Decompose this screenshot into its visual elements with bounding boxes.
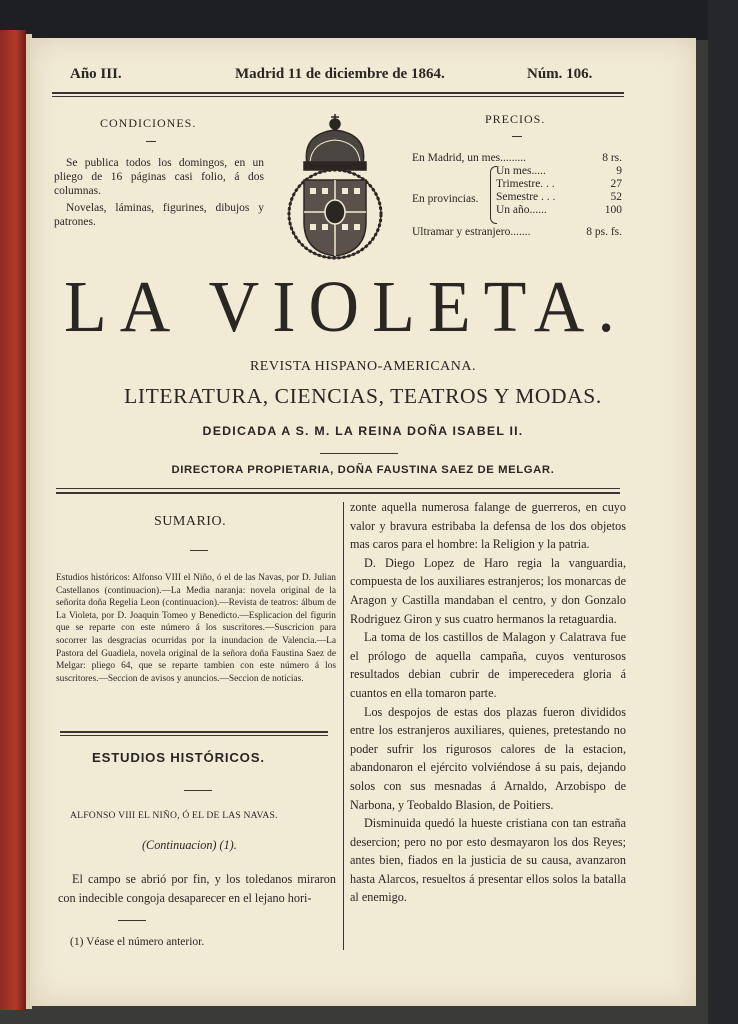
paragraph: zonte aquella numerosa falange de guerreros, en cuyo valor y bravura estribaba la defensa de los dos objetos mas caros para el hombre: la Religion y la patria. xyxy=(350,500,626,552)
price-row-value: 27 xyxy=(610,178,622,190)
price-ultramar xyxy=(412,226,622,239)
article-footnote: (1) Véase el número anterior. xyxy=(70,936,205,948)
price-madrid-value: 8 rs. xyxy=(602,152,622,164)
summary-text: Estudios históricos: Alfonso VIII el Niño, ó el de las Navas, por D. Julian Castellanos (continuacion).—La Media naranja: novela original de la señorita doña Regelia Leon (continuacion).—Revista de teatros: álbum de La Violeta, por D. Joaquin Tomeo y Benedicto.—Esplicacion del figurin que se reparte con este número á los suscritores.—Suscricion para socorrer las desgracias ocurridas por la inundacion de Valencia.—La Pastora del Guadiela, novela original de la señora doña Faustina Saez de Melgar: pliego 64, que se reparte tambien con este número á los suscritores.—Seccion de avisos y anuncios.—Seccion de noticias. xyxy=(56,573,336,684)
article-section-title: ESTUDIOS HISTÓRICOS. xyxy=(92,750,265,765)
provincias-list xyxy=(496,165,622,217)
newspaper-page xyxy=(30,38,696,1006)
paragraph: Disminuida quedó la hueste cristiana con tan estraña desercion; pero no por esto desmayaron los dos Reyes; antes bien, fiados en la justicia de su causa, avanzaron hasta Alarcos, resueltos á presentar ellos solos la batalla al enemigo. xyxy=(350,816,626,905)
price-row-label: Un año...... xyxy=(496,204,547,216)
masthead-tagline: LITERATURA, CIENCIAS, TEATROS Y MODAS. xyxy=(124,384,602,408)
conditions-text-1: Se publica todos los domingos, en un pliego de 16 páginas casi folio, á dos columnas. xyxy=(54,157,264,197)
price-madrid xyxy=(412,152,622,165)
header-rule xyxy=(52,92,624,94)
price-ultramar-block xyxy=(412,226,622,239)
masthead-subtitle: REVISTA HISPANO-AMERICANA. xyxy=(249,359,477,374)
header-rule-thin xyxy=(52,96,624,97)
column-divider xyxy=(343,502,344,950)
section-rule-thin xyxy=(60,735,328,736)
article-dash xyxy=(184,790,212,791)
price-row-value: 9 xyxy=(616,165,622,177)
footnote-rule xyxy=(118,920,146,921)
price-provincias-row xyxy=(496,191,622,204)
article-continuation: (Continuacion) (1). xyxy=(142,838,237,852)
price-row-label: Un mes..... xyxy=(496,165,546,177)
price-row-value: 52 xyxy=(610,191,622,203)
background-right xyxy=(708,0,738,1024)
dedication-rule xyxy=(320,453,398,454)
summary-dash xyxy=(190,550,208,551)
price-provincias-row xyxy=(496,178,622,191)
conditions-dash xyxy=(146,141,156,142)
background-top xyxy=(0,0,738,40)
price-row-label: Trimestre. . . xyxy=(496,178,555,190)
price-provincias-row xyxy=(496,204,622,217)
price-provincias-row xyxy=(496,165,622,178)
price-row-label: Semestre . . . xyxy=(496,191,556,203)
article-heading: ALFONSO VIII EL NIÑO, Ó EL DE LAS NAVAS. xyxy=(70,810,278,821)
prices-block xyxy=(412,152,622,165)
article-opening: El campo se abrió por fin, y los toledanos miraron con indecible congoja desaparecer en el lejano hori- xyxy=(58,872,336,905)
summary-title: SUMARIO. xyxy=(154,514,227,529)
price-ultramar-value: 8 ps. fs. xyxy=(586,226,622,238)
conditions-text-2: Novelas, láminas, figurines, dibujos y patrones. xyxy=(54,202,264,228)
conditions-title: CONDICIONES. xyxy=(100,116,197,130)
prices-title: PRECIOS. xyxy=(485,112,546,126)
price-ultramar-label: Ultramar y estranjero....... xyxy=(412,226,531,238)
masthead-rule xyxy=(56,492,620,494)
book-cover-edge xyxy=(0,30,26,1010)
masthead-dedication: DEDICADA A S. M. LA REINA DOÑA ISABEL II. xyxy=(202,424,524,438)
masthead-title: LA VIOLETA. xyxy=(64,267,628,348)
issue-number: Núm. 106. xyxy=(527,66,593,82)
masthead-director: DIRECTORA PROPIETARIA, DOÑA FAUSTINA SAEZ DE MELGAR. xyxy=(171,464,555,476)
paragraph: D. Diego Lopez de Haro regia la vanguardia, compuesta de los auxiliares estranjeros; los monarcas de Aragon y Castilla mandaban el centro, y don Gonzalo Rodriguez Giron y sus cuatro hermanos la retaguardia. xyxy=(350,555,626,626)
price-madrid-label: En Madrid, un mes......... xyxy=(412,152,527,164)
masthead-rule-thin xyxy=(56,488,620,489)
prices-dash xyxy=(512,136,522,137)
paragraph: Los despojos de estas dos plazas fueron divididos entre los estranjeros auxiliares, quienes, pretestando no poder sufrir los rigurosos calores de la estacion, abandonaron el ejército volviéndose á su pais, dejando solos con sus mesnadas á Arnaldo, Arzobispo de Narbona, y Teobaldo Blasion, de Poitiers. xyxy=(350,704,626,812)
section-rule xyxy=(60,731,328,733)
issue-date: Madrid 11 de diciembre de 1864. xyxy=(235,66,445,82)
issue-year: Año III. xyxy=(70,66,122,82)
price-row-value: 100 xyxy=(604,204,622,216)
right-column xyxy=(350,498,626,907)
price-provincias-label: En provincias. xyxy=(412,193,479,205)
royal-crest-icon xyxy=(282,112,388,262)
paragraph: La toma de los castillos de Malagon y Calatrava fue el prólogo de aquella campaña, cuyos venturosos resultados debian cubrir de imperecedera gloria á cuantos en ella tomaron parte. xyxy=(350,630,626,700)
